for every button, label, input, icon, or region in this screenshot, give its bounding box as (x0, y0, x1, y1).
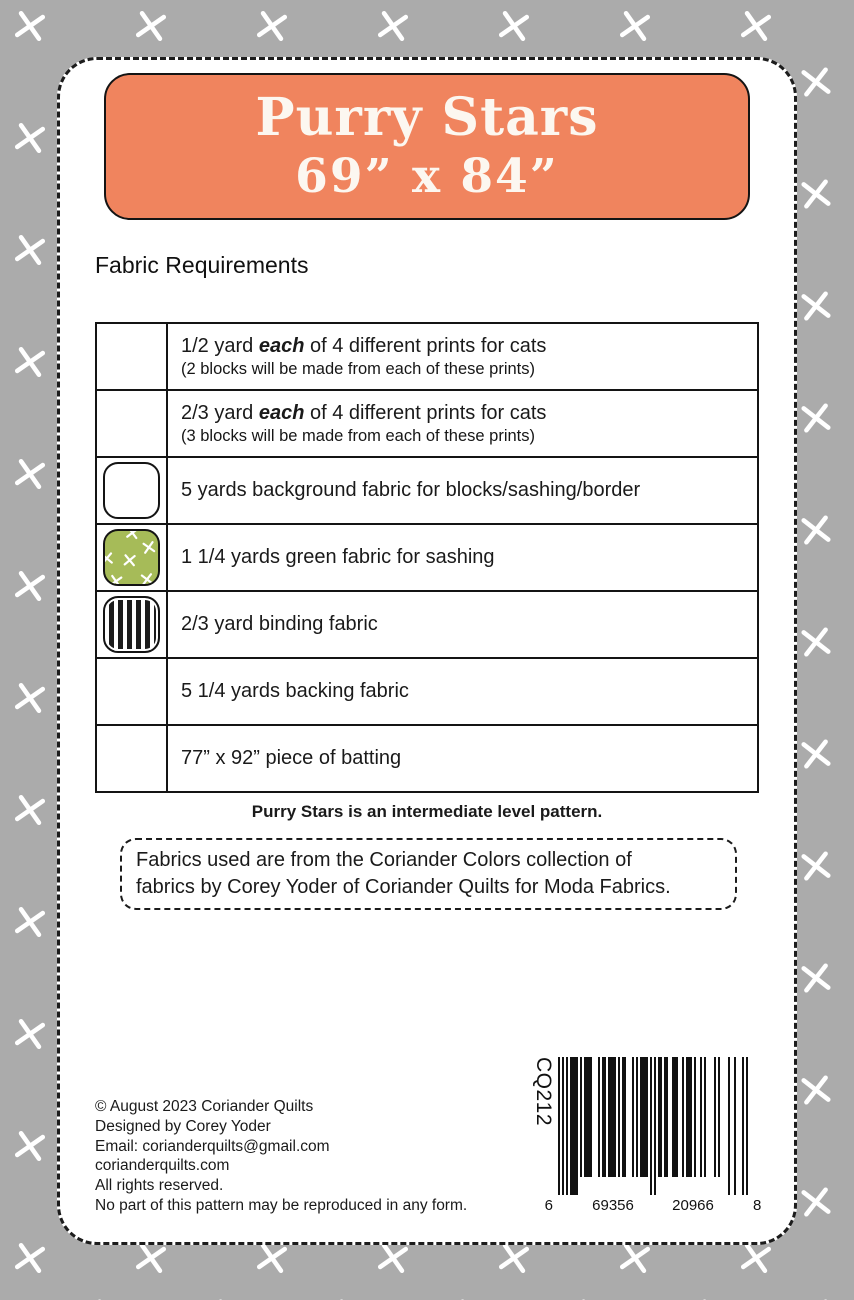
collection-note-box (120, 838, 737, 910)
website-line: corianderquilts.com (95, 1157, 230, 1175)
barcode-digit-group2: 20966 (672, 1197, 714, 1214)
fabric-requirement-text: 1/2 yard each of 4 different prints for cats (181, 334, 547, 357)
fabric-requirement-text: 2/3 yard each of 4 different prints for cats (181, 401, 547, 424)
collection-note-line1: Fabrics used are from the Coriander Colors collection of (136, 849, 632, 871)
section-title: Fabric Requirements (95, 252, 309, 278)
table-row (96, 323, 758, 390)
reproduction-line: No part of this pattern may be reproduced in any form. (95, 1196, 468, 1214)
table-row (96, 591, 758, 658)
swatch-cell (96, 591, 167, 658)
rights-line: All rights reserved. (95, 1177, 224, 1195)
green-fabric-swatch (103, 529, 160, 586)
fabric-requirement-text: 1 1/4 yards green fabric for sashing (181, 546, 495, 568)
background-fabric-swatch (103, 462, 160, 519)
title-banner (104, 73, 750, 220)
table-row (96, 390, 758, 457)
green-swatch-cross-print (105, 531, 158, 584)
swatch-cell (96, 725, 167, 792)
fabric-requirement-note: (2 blocks will be made from each of these prints) (181, 359, 535, 378)
swatch-cell (96, 390, 167, 457)
designer-line: Designed by Corey Yoder (95, 1117, 271, 1135)
pattern-back-card (57, 57, 797, 1245)
table-row (96, 658, 758, 725)
barcode-sku: CQ212 (532, 1057, 555, 1127)
pattern-size: 69” x 84” (295, 148, 559, 204)
skill-level-note: Purry Stars is an intermediate level pattern. (251, 802, 603, 821)
fabric-requirement-text: 5 yards background fabric for blocks/sashing/border (181, 479, 641, 501)
copyright-line: © August 2023 Coriander Quilts (95, 1098, 314, 1115)
barcode (518, 1053, 764, 1217)
table-row (96, 524, 758, 591)
fabric-requirement-text: 5 1/4 yards backing fabric (181, 680, 409, 702)
fabric-requirement-text: 2/3 yard binding fabric (181, 613, 378, 635)
table-row (96, 725, 758, 792)
barcode-digit-left: 6 (544, 1197, 553, 1214)
swatch-cell (96, 658, 167, 725)
credits-block (95, 1097, 467, 1216)
barcode-digit-right: 8 (753, 1197, 762, 1214)
fabric-requirement-note: (3 blocks will be made from each of these prints) (181, 426, 535, 445)
pattern-title: Purry Stars (255, 86, 599, 148)
fabric-requirement-text: 77” x 92” piece of batting (181, 747, 402, 769)
collection-note-line2: fabrics by Corey Yoder of Coriander Quilts for Moda Fabrics. (136, 876, 671, 898)
table-row (96, 457, 758, 524)
swatch-cell (96, 323, 167, 390)
fabric-requirements-table (95, 322, 759, 793)
swatch-cell (96, 524, 167, 591)
swatch-cell (96, 457, 167, 524)
barcode-digit-group1: 69356 (592, 1197, 634, 1214)
email-line: Email: corianderquilts@gmail.com (95, 1137, 330, 1155)
binding-fabric-swatch (103, 596, 160, 653)
